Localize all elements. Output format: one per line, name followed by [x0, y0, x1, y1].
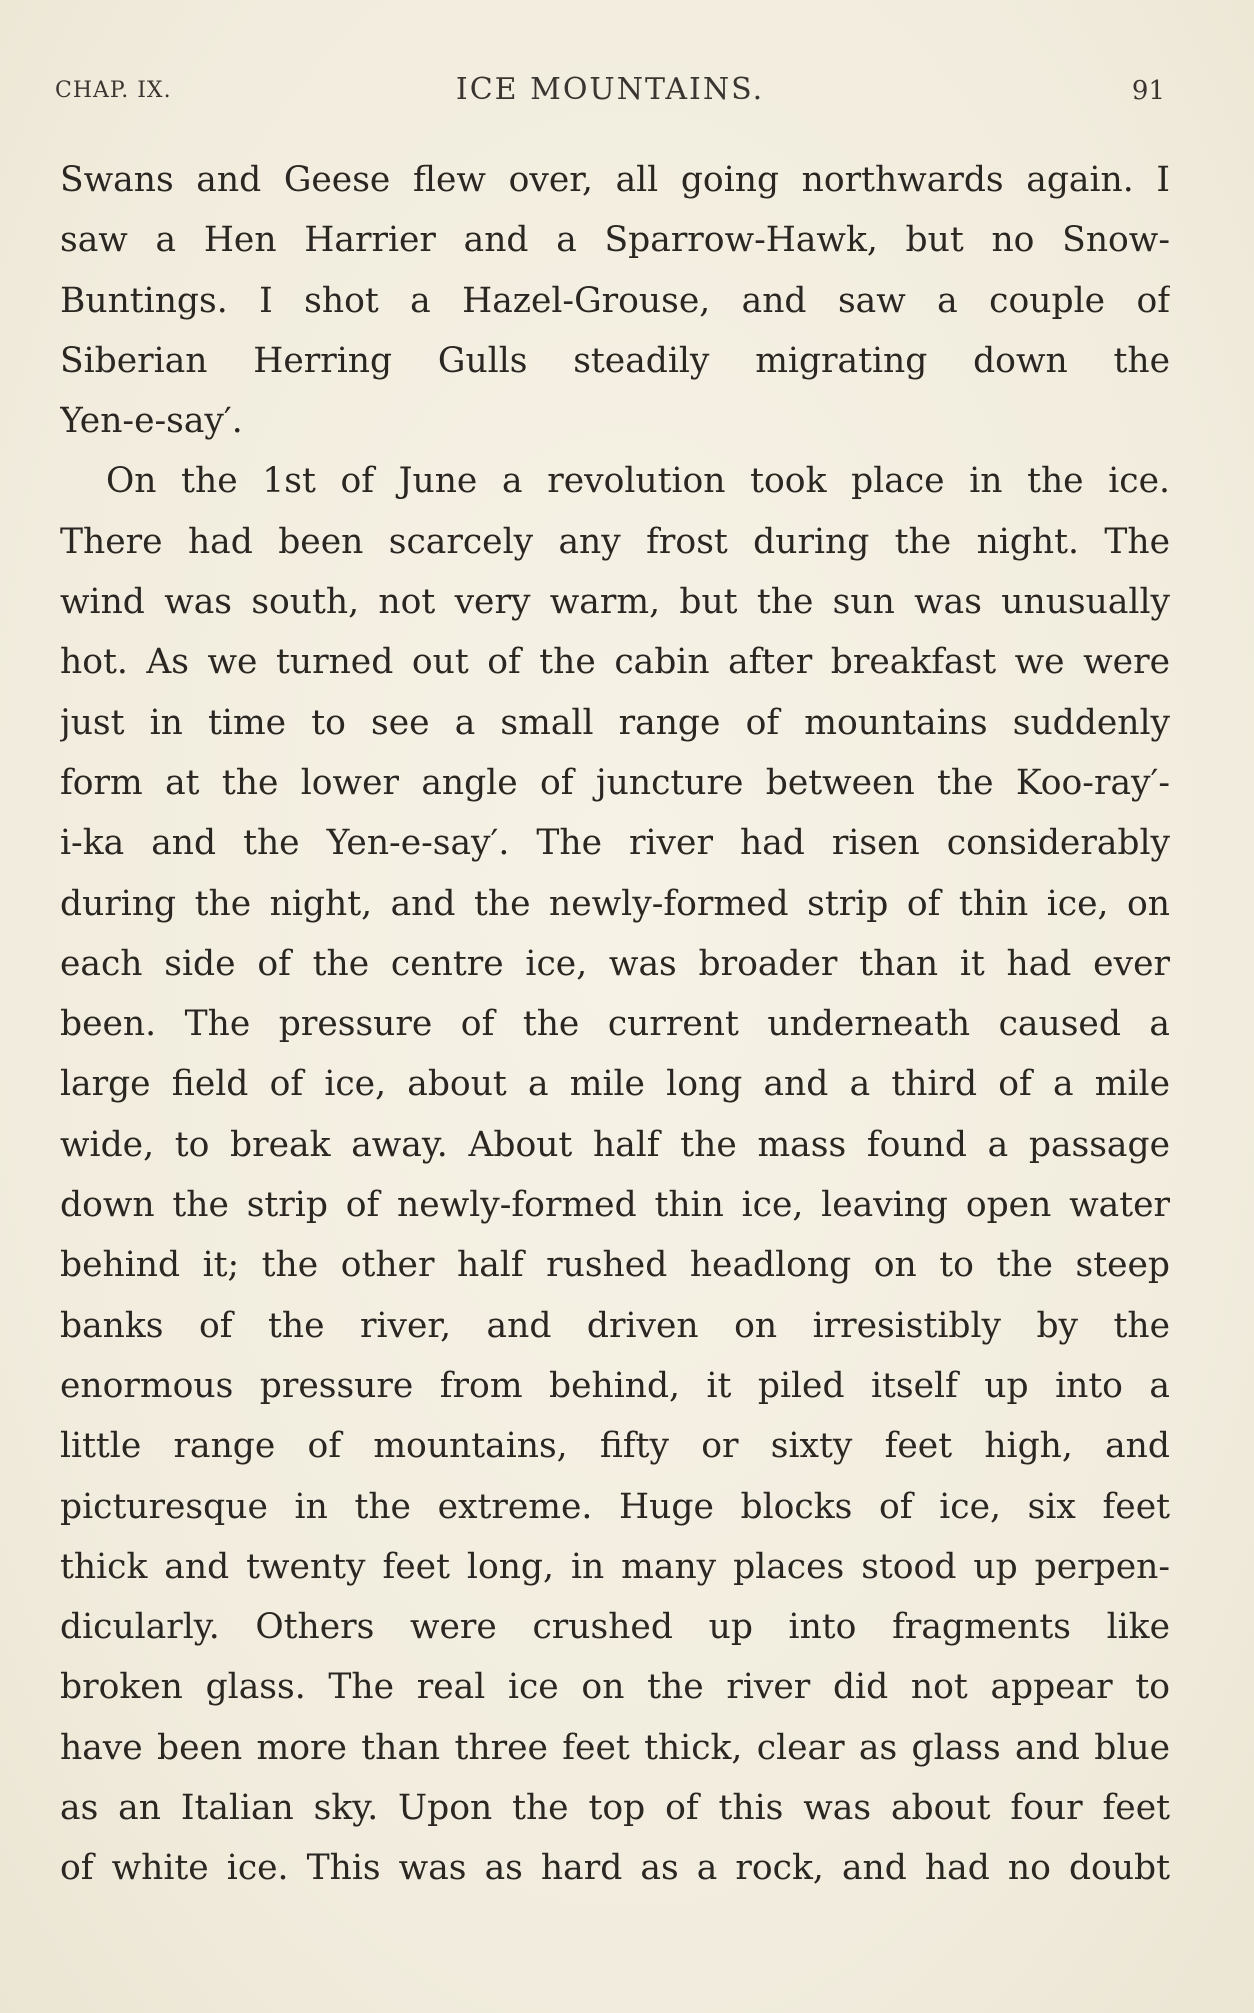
text-line: hot. As we turned out of the cabin after breakfast we were [60, 642, 1170, 683]
text-line: been. The pressure of the current underneath caused a [60, 1004, 1170, 1045]
text-line: wind was south, not very warm, but the sun was unusually [60, 582, 1170, 623]
text-line: during the night, and the newly-formed strip of thin ice, on [60, 883, 1170, 924]
text-line: have been more than three feet thick, clear as glass and blue [60, 1727, 1170, 1768]
text-line: each side of the centre ice, was broader than it had ever [60, 943, 1170, 984]
text-line: On the 1st of June a revolution took place in the ice. [106, 461, 1170, 502]
text-line: Siberian Herring Gulls steadily migrating down the [60, 340, 1170, 381]
text-line: Swans and Geese flew over, all going northwards again. I [60, 160, 1170, 200]
text-line: wide, to break away. About half the mass found a passage [60, 1124, 1170, 1165]
text-line: just in time to see a small range of mountains suddenly [60, 702, 1170, 743]
text-line: saw a Hen Harrier and a Sparrow-Hawk, but no Snow- [60, 220, 1170, 261]
text-line: Buntings. I shot a Hazel-Grouse, and saw a couple of [60, 280, 1170, 321]
text-line: broken glass. The real ice on the river did not appear to [60, 1667, 1170, 1708]
text-line: large field of ice, about a mile long and a third of a mile [60, 1064, 1170, 1105]
chapter-label: CHAP. IX. [55, 78, 172, 103]
text-line: i-ka and the Yen-e-say′. The river had risen considerably [60, 823, 1170, 864]
text-line: dicularly. Others were crushed up into fragments like [60, 1607, 1170, 1648]
body-text [60, 150, 1170, 1899]
chapter-title: ICE MOUNTAINS. [455, 72, 765, 107]
text-line: There had been scarcely any frost during the night. The [60, 521, 1170, 562]
text-line: as an Italian sky. Upon the top of this was about four feet [60, 1788, 1170, 1829]
text-line: thick and twenty feet long, in many places stood up perpen- [60, 1546, 1170, 1587]
text-line: form at the lower angle of juncture between the Koo-ray′- [60, 762, 1170, 803]
text-line: banks of the river, and driven on irresistibly by the [60, 1305, 1170, 1346]
text-line: little range of mountains, fifty or sixty feet high, and [60, 1426, 1170, 1467]
text-line: down the strip of newly-formed thin ice, leaving open water [60, 1185, 1170, 1226]
text-line: Yen-e-say′. [60, 401, 243, 442]
text-line: picturesque in the extreme. Huge blocks of ice, six feet [60, 1486, 1170, 1527]
page-number: 91 [1131, 76, 1165, 106]
text-line: enormous pressure from behind, it piled itself up into a [60, 1365, 1170, 1406]
text-line: of white ice. This was as hard as a rock, and had no doubt [60, 1848, 1170, 1889]
text-line: behind it; the other half rushed headlong on to the steep [60, 1245, 1170, 1286]
running-head [55, 70, 1165, 110]
